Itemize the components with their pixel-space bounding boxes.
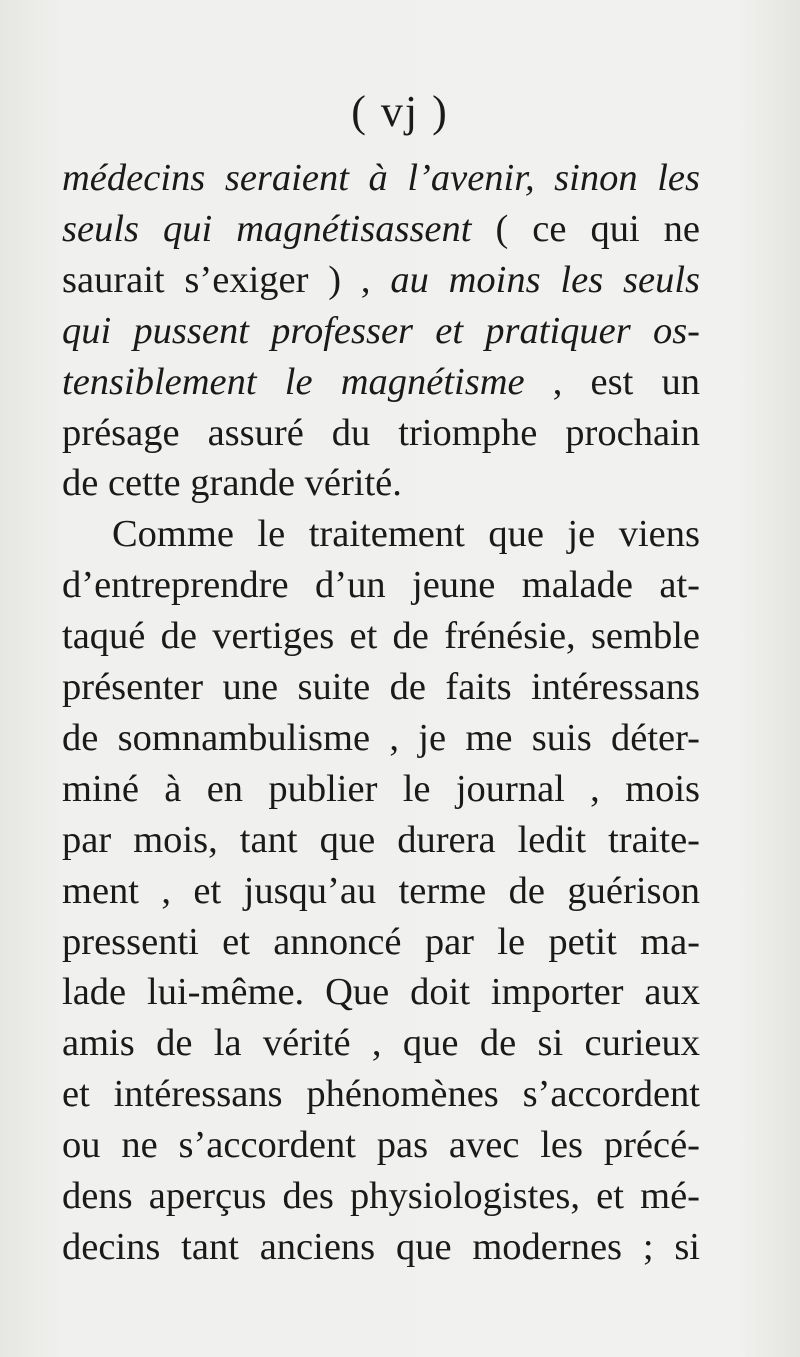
text-segment: de somnambulisme , je me suis déter- xyxy=(62,716,700,759)
italic-text-segment: médecins seraient à l’avenir, sinon les xyxy=(62,157,700,199)
text-line xyxy=(62,1222,700,1272)
text-line xyxy=(62,1069,700,1119)
text-line xyxy=(62,560,700,610)
text-line xyxy=(62,662,700,712)
text-line xyxy=(62,306,700,356)
text-line xyxy=(62,1120,700,1170)
text-segment: taqué de vertiges et de frénésie, semble xyxy=(62,615,700,658)
text-line xyxy=(62,153,700,203)
text-line xyxy=(62,764,700,814)
text-line xyxy=(62,204,700,254)
text-segment: decins tant anciens que modernes ; si xyxy=(62,1225,700,1268)
text-line xyxy=(62,1171,700,1221)
text-segment: dens aperçus des physiologistes, et mé- xyxy=(62,1175,700,1217)
text-segment: ment , et jusqu’au terme de guérison xyxy=(62,869,700,912)
italic-text-segment: seuls qui magnétisassent xyxy=(62,207,472,250)
text-line xyxy=(62,611,700,661)
text-line xyxy=(62,866,700,916)
text-segment: saurait s’exiger ) , xyxy=(62,258,391,301)
text-line xyxy=(62,458,700,508)
text-segment: et intéressans phénomènes s’accordent xyxy=(62,1073,700,1116)
text-line xyxy=(62,408,700,458)
text-segment: ( ce qui ne xyxy=(471,207,700,250)
text-segment: pressenti et annoncé par le petit ma- xyxy=(62,920,700,963)
text-segment: de cette grande vérité. xyxy=(62,462,402,505)
text-line xyxy=(62,815,700,865)
italic-text-segment: qui pussent professer et pratiquer os- xyxy=(62,309,700,352)
text-segment: Comme le traitement que je viens xyxy=(112,513,700,556)
text-segment: ou ne s’accordent pas avec les précé- xyxy=(62,1124,700,1167)
text-segment: d’entreprendre d’un jeune malade at- xyxy=(62,564,700,607)
text-segment: présage assuré du triomphe prochain xyxy=(62,411,700,454)
text-line xyxy=(62,357,700,407)
text-segment: , est un xyxy=(524,360,700,403)
text-segment: lade lui-même. Que doit importer aux xyxy=(62,971,700,1014)
page-number: ( vj ) xyxy=(351,87,449,136)
italic-text-segment: au moins les seuls xyxy=(390,258,700,301)
italic-text-segment: tensiblement le magnétisme xyxy=(62,360,525,403)
text-line xyxy=(62,1018,700,1068)
text-line xyxy=(62,917,700,967)
text-line xyxy=(62,967,700,1017)
text-segment: amis de la vérité , que de si curieux xyxy=(62,1022,700,1065)
text-segment: présenter une suite de faits intéressans xyxy=(62,666,700,708)
text-line xyxy=(62,255,700,305)
text-segment: miné à en publier le journal , mois xyxy=(62,767,700,810)
text-line xyxy=(62,713,700,763)
text-segment: par mois, tant que durera ledit traite- xyxy=(62,818,700,861)
text-line xyxy=(112,509,700,559)
